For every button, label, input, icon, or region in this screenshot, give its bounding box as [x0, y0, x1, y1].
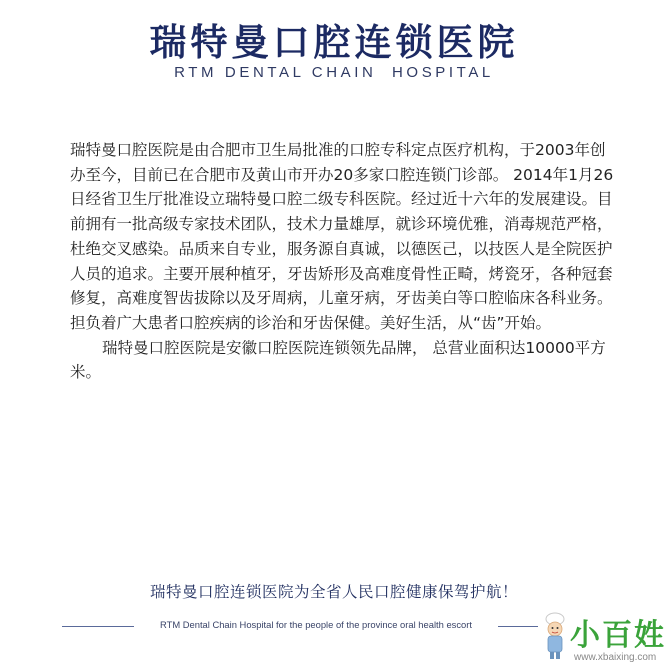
intro-text: [70, 138, 615, 385]
page-title: 瑞特曼口腔连锁医院: [149, 21, 519, 64]
watermark: [540, 608, 664, 668]
watermark-url: www.xbaixing.com: [574, 652, 657, 663]
footer-divider-left: [62, 626, 134, 627]
page-subtitle: RTM DENTAL CHAIN HOSPITAL: [174, 64, 494, 81]
watermark-text: 小百姓: [570, 618, 666, 653]
chef-mascot-icon: [540, 612, 570, 662]
intro-paragraph-2: 瑞特曼口腔医院是安徽口腔医院连锁领先品牌， 总营业面积达10000平方米。: [70, 338, 606, 382]
intro-paragraph-1: 瑞特曼口腔医院是由合肥市卫生局批准的口腔专科定点医疗机构，于2003年创办至今，目前已在合肥市及黄山市开办20多家口腔连锁门诊部。 2014年1月26日经省卫生厅批准设立瑞特曼口腔二级专科医院。经过近十六年的发展建设。目前拥有一批高级专家技术团队，技术力量雄厚，就诊环境优雅，消毒规范严格，杜绝交叉感染。品质来自专业，服务源自真诚，以德医己，以技医人是全院医护人员的追求。主要开展种植牙，牙齿矫形及高难度骨性正畸，烤瓷牙，各种冠套修复，高难度智齿拔除以及牙周病，儿童牙病，牙齿美白等口腔临床各科业务。担负着广大患者口腔疾病的诊治和牙齿保健。美好生活，从“齿”开始。: [70, 141, 614, 332]
footer-english-slogan: RTM Dental Chain Hospital for the people of the province oral health escort: [160, 619, 472, 630]
slogan: 瑞特曼口腔连锁医院为全省人民口腔健康保驾护航！: [149, 583, 518, 601]
footer-divider-right: [498, 626, 538, 627]
